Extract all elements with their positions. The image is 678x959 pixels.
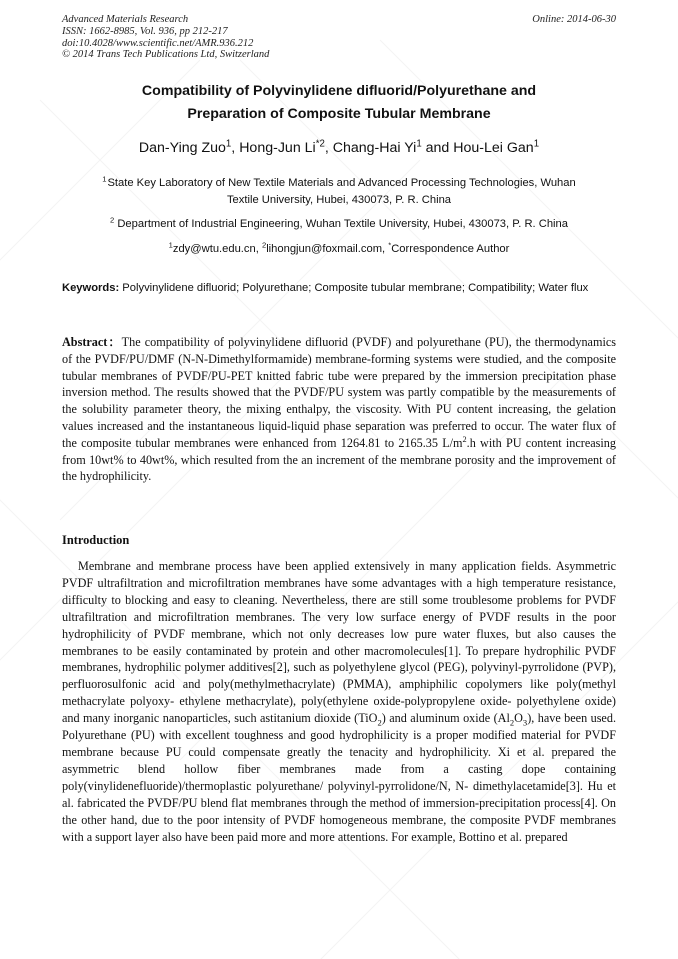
author-name: Chang-Hai Yi <box>332 140 417 156</box>
author-name: Hong-Jun Li <box>239 140 316 156</box>
author-affil-mark: 1 <box>416 138 422 150</box>
email-mark: 1 <box>168 240 173 250</box>
intro-text: ), have been used. Polyurethane (PU) with excellent toughness and good hydrophilicity is a proper modified material for PVDF membrane because PU could compensate greatly the tenacity and hydrophilicity. Xi et al. prepared the asymmetric blend hollow fiber membranes made from a casting dope containing poly(vinylidenefluoride)/thermoplastic polyurethane/ polyvinyl-pyrrolidone/N, N- dimethylacetamide[3]. Hu et al. fabricated the PVDF/PU blend flat membranes through the method of immersion-precipitation process[4]. On the other hand, due to the poor intensity of PVDF homogeneous membrane, the composite PVDF membranes with a support layer also have been paid more and more attentions. For example, Bottino et al. prepared <box>62 711 616 844</box>
formula-subscript: 2 <box>377 717 382 728</box>
journal-header <box>62 14 269 61</box>
author-affil-mark: *2 <box>315 138 325 150</box>
keywords-text: Polyvinylidene difluorid; Polyurethane; Composite tubular membrane; Compatibility; Water flux <box>119 282 589 294</box>
author-separator: , <box>231 140 240 156</box>
abstract-label: Abstract： <box>62 335 122 349</box>
affiliation-1-line-2: Textile University, Hubei, 430073, P. R. China <box>226 193 452 206</box>
title-line-2: Preparation of Composite Tubular Membrane <box>187 106 491 122</box>
contact-emails <box>62 241 616 258</box>
issn-line: ISSN: 1662-8985, Vol. 936, pp 212-217 <box>62 25 228 37</box>
online-date: Online: 2014-06-30 <box>532 14 616 25</box>
affiliation-2-text: Department of Industrial Engineering, Wuhan Textile University, Hubei, 430073, P. R. China <box>117 218 568 230</box>
abstract <box>62 334 616 485</box>
email-mark: 2 <box>261 240 267 250</box>
doi-line: doi:10.4028/www.scientific.net/AMR.936.212 <box>62 37 254 49</box>
formula-subscript: 3 <box>522 717 528 728</box>
intro-text: O <box>514 711 523 726</box>
author-affil-mark: 1 <box>533 138 540 150</box>
affiliation-1-line-1: State Key Laboratory of New Textile Materials and Advanced Processing Technologies, Wuhan <box>107 177 576 189</box>
email-link[interactable]: zdy@wtu.edu.cn, <box>172 243 262 255</box>
author-name: Dan-Ying Zuo <box>138 140 226 156</box>
keywords <box>62 280 616 297</box>
intro-text: Membrane and membrane process have been applied extensively in many application fields. Asymmetric PVDF ultrafiltration and microfiltration membranes have some advantages with a high temperature resistance, difficulty to blocking and easy to cleaning. Nevertheless, there are still some troublesome problems for PVDF ultrafiltration and microfiltration membranes. The very low surface energy of PVDF results in the poor hydrophilicity of PVDF membrane, which not only decreases low pure water fluxes, but also causes the membranes to be easily contaminated by protein and other macromolecules[1]. To prepare hydrophilic PVDF membranes, hydrophilic polymer additives[2], such as polyethylene glycol (PEG), polyvinyl-pyrrolidone (PVP), perfluorosulfonic acid and poly(methylmethacrylate) (PMMA), amphiphilic copolymers like poly(methyl methacrylate polyoxy- ethylene methacrylate), poly(ethylene oxide-polypropylene oxide- polyethylene oxide) and many inorganic nanoparticles, such astitanium dioxide (TiO <box>62 559 616 726</box>
correspondence-note: Correspondence Author <box>391 243 510 255</box>
affil-mark: 1 <box>102 174 107 184</box>
affil-mark: 2 <box>110 215 115 225</box>
title-line-1: Compatibility of Polyvinylidene difluorid/Polyurethane and <box>141 83 537 99</box>
copyright-line: © 2014 Trans Tech Publications Ltd, Switzerland <box>62 49 270 61</box>
keywords-label: Keywords: <box>62 282 120 294</box>
affiliation-2 <box>62 216 616 233</box>
author-separator: and <box>421 140 454 156</box>
paper-title <box>62 80 616 126</box>
abstract-text-end: .h with PU content increasing from 10wt% to 40wt%, which resulted from the an increment of the membrane porosity and the improvement of the hydrophilicity. <box>62 435 616 484</box>
author-separator: , <box>324 140 333 156</box>
introduction-body <box>62 558 616 845</box>
section-heading-introduction: Introduction <box>62 533 130 547</box>
abstract-text: The compatibility of polyvinylidene difluorid (PVDF) and polyurethane (PU), the thermodynamics of the PVDF/PU/DMF (N-N-Dimethylformamide) membrane-forming systems were studied, and the composite tubular membranes of PVDF/PU-PET knitted fabric tube were prepared by the immersion precipitation phase inversion method. The results showed that the PVDF/PU system was partly compatible by the measurements of the solubility parameter theory, the mixing enthalpy, the viscosity. With PU content increasing, the gelation values increased and the instantaneous liquid-liquid phase separation was preferred to occur. The water flux of the composite tubular membranes were enhanced from 1264.81 to 2165.35 L/m <box>62 335 616 450</box>
email-link[interactable]: lihongjun@foxmail.com, <box>266 243 389 255</box>
correspondence-mark: * <box>388 240 392 250</box>
intro-text: ) and aluminum oxide (Al <box>381 711 510 726</box>
author-affil-mark: 1 <box>225 138 232 150</box>
affiliation-1 <box>62 175 616 208</box>
journal-name: Advanced Materials Research <box>62 14 189 25</box>
unit-superscript: 2 <box>462 434 467 444</box>
author-list <box>62 140 616 156</box>
formula-subscript: 2 <box>509 717 515 728</box>
author-name: Hou-Lei Gan <box>453 140 534 156</box>
